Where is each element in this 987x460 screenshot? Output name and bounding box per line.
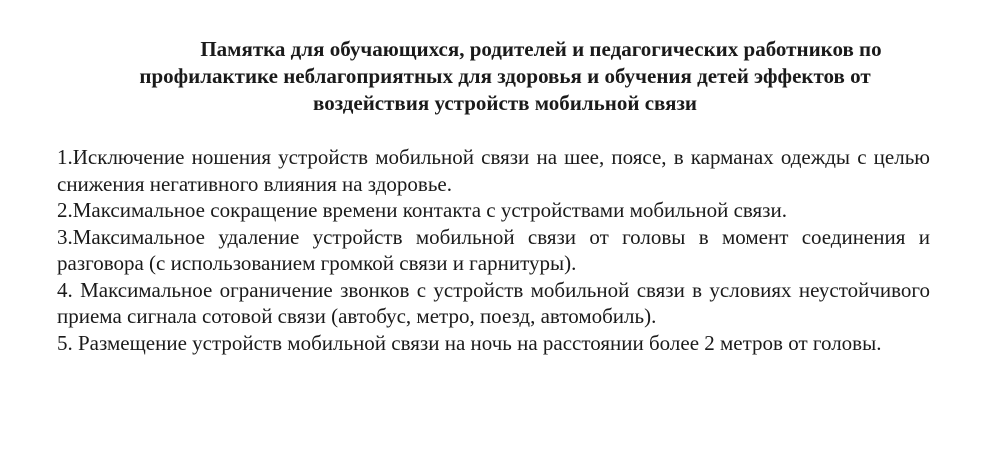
title-line-1: Памятка для обучающихся, родителей и педагогических работников по xyxy=(200,37,882,61)
list-item-1: 1.Исключение ношения устройств мобильной связи на шее, поясе, в карманах одежды с целью снижения негативного влияния на здоровье. xyxy=(57,145,930,196)
document-title xyxy=(40,36,970,117)
list-item-3: 3.Максимальное удаление устройств мобильной связи от головы в момент соединения и разговора (с использованием громкой связи и гарнитуры). xyxy=(57,224,930,275)
list-item-4: 4. Максимальное ограничение звонков с устройств мобильной связи в условиях неустойчивого приема сигнала сотовой связи (автобус, метро, поезд, автомобиль). xyxy=(57,277,930,328)
list-item-2: 2.Максимальное сокращение времени контакта с устройствами мобильной связи. xyxy=(57,198,787,222)
recommendations-list xyxy=(57,144,930,356)
title-line-2: профилактике неблагоприятных для здоровья и обучения детей эффектов от xyxy=(139,64,871,88)
title-line-3: воздействия устройств мобильной связи xyxy=(313,91,697,115)
list-item-5: 5. Размещение устройств мобильной связи на ночь на расстоянии более 2 метров от головы. xyxy=(57,330,882,355)
